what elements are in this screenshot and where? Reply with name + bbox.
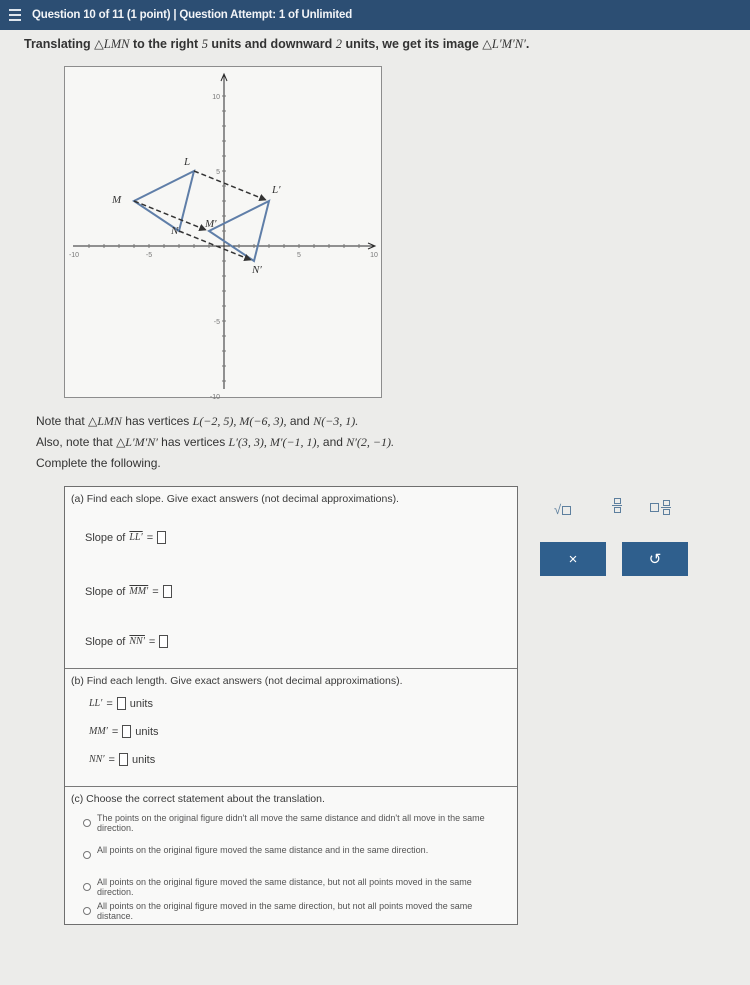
graph-canvas [65, 67, 383, 399]
slope-mm-row: Slope of MM′ = [85, 585, 172, 598]
x-tick-label: -5 [145, 252, 153, 259]
menu-icon[interactable] [0, 0, 30, 30]
length-nn-input[interactable] [119, 753, 128, 766]
original-triangle-label: △LMN [94, 37, 130, 51]
slope-mm-input[interactable] [163, 585, 172, 598]
original-triangle [134, 171, 194, 231]
x-tick-label: 5 [297, 252, 301, 259]
radio-button[interactable] [83, 907, 91, 915]
mixed-number-icon[interactable] [650, 500, 671, 515]
option-1[interactable]: The points on the original figure didn't all move the same distance and didn't all move in the same direction. [83, 813, 503, 834]
undo-button[interactable]: ↺ [622, 542, 688, 576]
point-label-l-prime: L′ [272, 184, 281, 196]
problem-prompt: Translating △LMN to the right 5 units and downward 2 units, we get its image △L′M′N′. [24, 37, 530, 51]
point-label-m-prime: M′ [205, 218, 217, 230]
answer-toolbar [540, 494, 690, 584]
slope-ll-row: Slope of LL′ = [85, 531, 166, 544]
radio-button[interactable] [83, 851, 91, 859]
part-c-title: (c) Choose the correct statement about the translation. [71, 793, 325, 805]
x-tick-label: 10 [370, 252, 378, 259]
clear-button[interactable]: × [540, 542, 606, 576]
option-2[interactable]: All points on the original figure moved the same distance and in the same direction. [83, 845, 503, 859]
instruction-text: Complete the following. [36, 456, 161, 470]
down-units: 2 [335, 37, 342, 51]
sqrt-icon[interactable]: √ [554, 502, 571, 517]
part-b-title: (b) Find each length. Give exact answers (not decimal approximations). [71, 675, 403, 687]
coordinate-graph [64, 66, 382, 398]
point-label-n-prime: N′ [252, 264, 262, 276]
image-vertices-note: Also, note that △L′M′N′ has vertices L′(3, 3), M′(−1, 1), and N′(2, −1). [36, 435, 394, 449]
part-a-section [65, 487, 517, 669]
point-label-m: M [112, 194, 122, 206]
part-c-section [65, 787, 517, 926]
translation-arrow-l [194, 171, 266, 200]
original-vertices-note: Note that △LMN has vertices L(−2, 5), M(−6, 3), and N(−3, 1). [36, 414, 359, 428]
image-triangle [209, 201, 269, 261]
fraction-icon[interactable] [612, 498, 622, 513]
question-header [0, 0, 750, 30]
point-label-l: L [184, 156, 191, 168]
radio-button[interactable] [83, 819, 91, 827]
length-mm-input[interactable] [122, 725, 131, 738]
part-b-section [65, 669, 517, 787]
original-vertices: L(−2, 5), M(−6, 3), [192, 414, 287, 428]
slope-ll-input[interactable] [157, 531, 166, 544]
image-vertices: L′(3, 3), M′(−1, 1), [228, 435, 320, 449]
length-mm-row: MM′ = units [89, 725, 159, 738]
point-label-n: N [171, 225, 179, 237]
slope-nn-input[interactable] [159, 635, 168, 648]
y-tick-label: -10 [209, 394, 220, 399]
length-nn-row: NN′ = units [89, 753, 156, 766]
radio-button[interactable] [83, 883, 91, 891]
question-panel [64, 486, 518, 925]
y-tick-label: 10 [212, 94, 220, 101]
option-3[interactable]: All points on the original figure moved the same distance, but not all points moved in the same direction. [83, 877, 503, 898]
y-tick-label: 5 [216, 169, 220, 176]
x-tick-label: -10 [68, 252, 80, 259]
right-units: 5 [201, 37, 208, 51]
length-ll-row: LL′ = units [89, 697, 153, 710]
slope-nn-row: Slope of NN′ = [85, 635, 168, 648]
length-ll-input[interactable] [117, 697, 126, 710]
option-4[interactable]: All points on the original figure moved in the same direction, but not all points moved the same distance. [83, 901, 503, 922]
question-title: Question 10 of 11 (1 point) | Question Attempt: 1 of Unlimited [32, 9, 353, 21]
y-tick-label: -5 [213, 319, 220, 326]
part-a-title: (a) Find each slope. Give exact answers (not decimal approximations). [71, 493, 399, 505]
image-triangle-label: △L′M′N′ [482, 37, 526, 51]
